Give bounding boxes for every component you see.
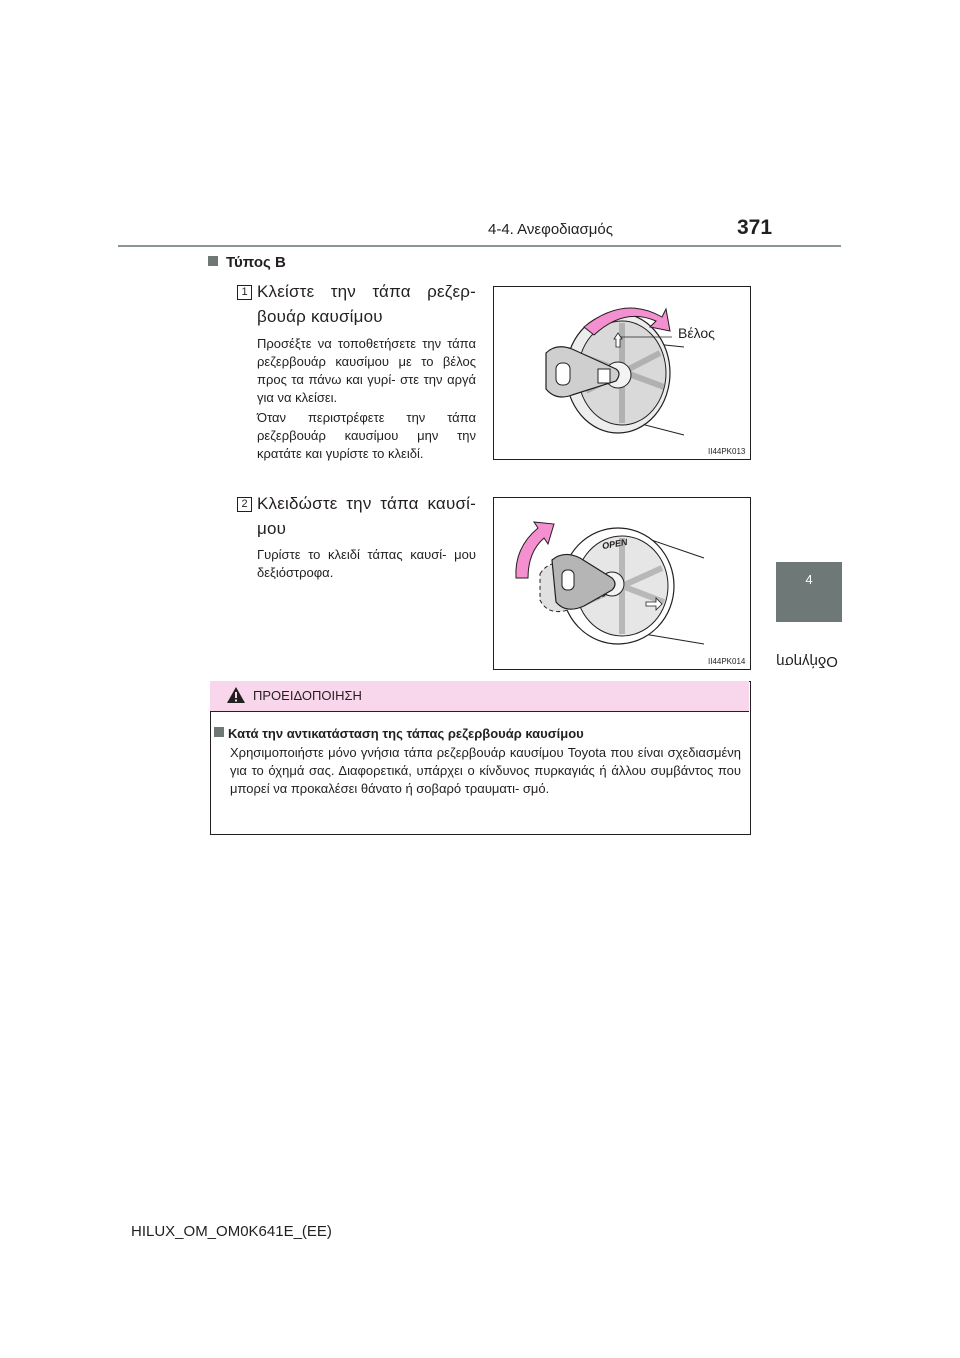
section-title: 4-4. Ανεφοδιασμός bbox=[488, 221, 614, 238]
warning-title: ΠΡΟΕΙΔΟΠΟΙΗΣΗ bbox=[253, 688, 362, 703]
step-number-box: 2 bbox=[237, 497, 252, 512]
warning-subtitle-text: Κατά την αντικατάσταση της τάπας ρεζερβουάρ καυσίμου bbox=[228, 726, 584, 741]
step-note: Γυρίστε το κλειδί τάπας καυσί- μου δεξιόστροφα. bbox=[257, 547, 476, 580]
step-title: Κλειδώστε την τάπα καυσί- μου bbox=[257, 494, 476, 538]
chapter-label: Οδήγηση bbox=[776, 653, 838, 670]
step-note: Όταν περιστρέφετε την τάπα ρεζερβουάρ καυσίμου μην την κρατάτε και γυρίστε το κλειδί. bbox=[257, 410, 476, 461]
square-bullet-icon bbox=[208, 256, 218, 266]
figure-code: II44PK014 bbox=[708, 657, 746, 666]
warning-subtitle bbox=[214, 726, 584, 741]
figure-open-label: OPEN bbox=[601, 536, 629, 552]
square-bullet-icon bbox=[214, 727, 224, 737]
document-code: HILUX_OM_OM0K641E_(EE) bbox=[131, 1223, 332, 1240]
step-title: Κλείστε την τάπα ρεζερ- βουάρ καυσίμου bbox=[257, 282, 476, 326]
chapter-tab[interactable] bbox=[776, 562, 842, 622]
figure-fuel-cap-lock bbox=[493, 497, 751, 670]
figure-code: II44PK013 bbox=[708, 447, 746, 456]
subheading bbox=[208, 254, 286, 271]
warning-body: Χρησιμοποιήστε μόνο γνήσια τάπα ρεζερβουάρ καυσίμου Toyota που είναι σχεδιασμένη για το όχημά σας. Διαφορετικά, υπάρχει ο κίνδυνος πυρκαγιάς ή άλλου συμβάντος που μπορεί να προκαλέσει θάνατο ή σοβαρό τραυματι- σμό. bbox=[230, 745, 741, 796]
warning-triangle-icon bbox=[226, 686, 246, 709]
subheading-text: Τύπος B bbox=[226, 254, 286, 271]
chapter-number: 4 bbox=[805, 572, 813, 587]
figure-callout-arrow-label: Βέλος bbox=[678, 325, 715, 341]
step-number-box: 1 bbox=[237, 285, 252, 300]
fuel-cap-lock-illustration bbox=[494, 498, 750, 669]
step-note: Προσέξτε να τοποθετήσετε την τάπα ρεζερβουάρ καυσίμου με το βέλος προς τα πάνω και γυρί- στε την αργά για να κλείσει. bbox=[257, 336, 476, 405]
header-divider bbox=[118, 245, 841, 247]
figure-fuel-cap-close bbox=[493, 286, 751, 460]
page-number: 371 bbox=[737, 216, 773, 239]
fuel-cap-close-illustration bbox=[494, 287, 750, 459]
